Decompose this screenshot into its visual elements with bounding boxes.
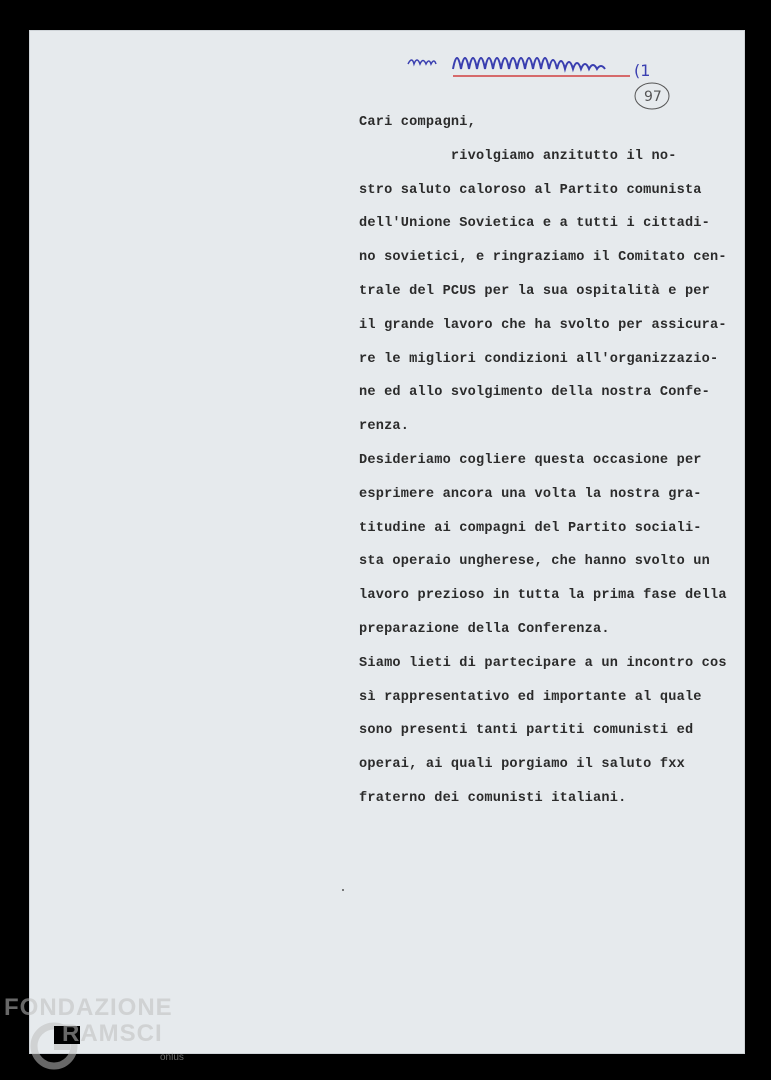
text-line: Siamo lieti di partecipare a un incontro cos [359,655,727,671]
text-line: il grande lavoro che ha svolto per assicura- [359,317,727,333]
page-number: 97 [644,89,662,105]
watermark-line3: onlus [160,1052,184,1063]
text-line: re le migliori condizioni all'organizzazio- [359,351,719,367]
typed-letter [359,106,745,816]
text-line: dell'Unione Sovietica e a tutti i cittadi- [359,216,711,232]
text-line: sta operaio ungherese, che hanno svolto un [359,554,711,570]
text-line: rivolgiamo anzitutto il no- [359,148,677,164]
text-line: sì rappresentativo ed importante al quale [359,689,702,705]
text-line: esprimere ancora una volta la nostra gra- [359,486,702,502]
text-line: operai, ai quali porgiamo il saluto fxx [359,757,685,773]
watermark-line1: FONDAZIONE [4,994,173,1021]
watermark-logo [0,994,200,1074]
text-line: trale del PCUS per la sua ospitalità e per [359,283,711,299]
text-line: Desideriamo cogliere questa occasione per [359,452,702,468]
text-line: lavoro prezioso in tutta la prima fase della [359,588,727,604]
text-line: ne ed allo svolgimento della nostra Confe- [359,385,711,401]
text-line: renza. [359,419,410,435]
page-mark: (1 [634,61,651,80]
text-line: fraterno dei comunisti italiani. [359,790,627,806]
ink-dot [342,889,344,891]
text-line: no sovietici, e ringraziamo il Comitato cen- [359,250,727,266]
text-line: stro saluto caloroso al Partito comunista [359,182,702,198]
text-line: titudine ai compagni del Partito sociali- [359,520,702,536]
text-line: Cari compagni, [359,115,477,130]
watermark-line2: RAMSCI [62,1020,163,1047]
text-line: sono presenti tanti partiti comunisti ed [359,723,694,739]
text-line: preparazione della Conferenza. [359,621,610,637]
